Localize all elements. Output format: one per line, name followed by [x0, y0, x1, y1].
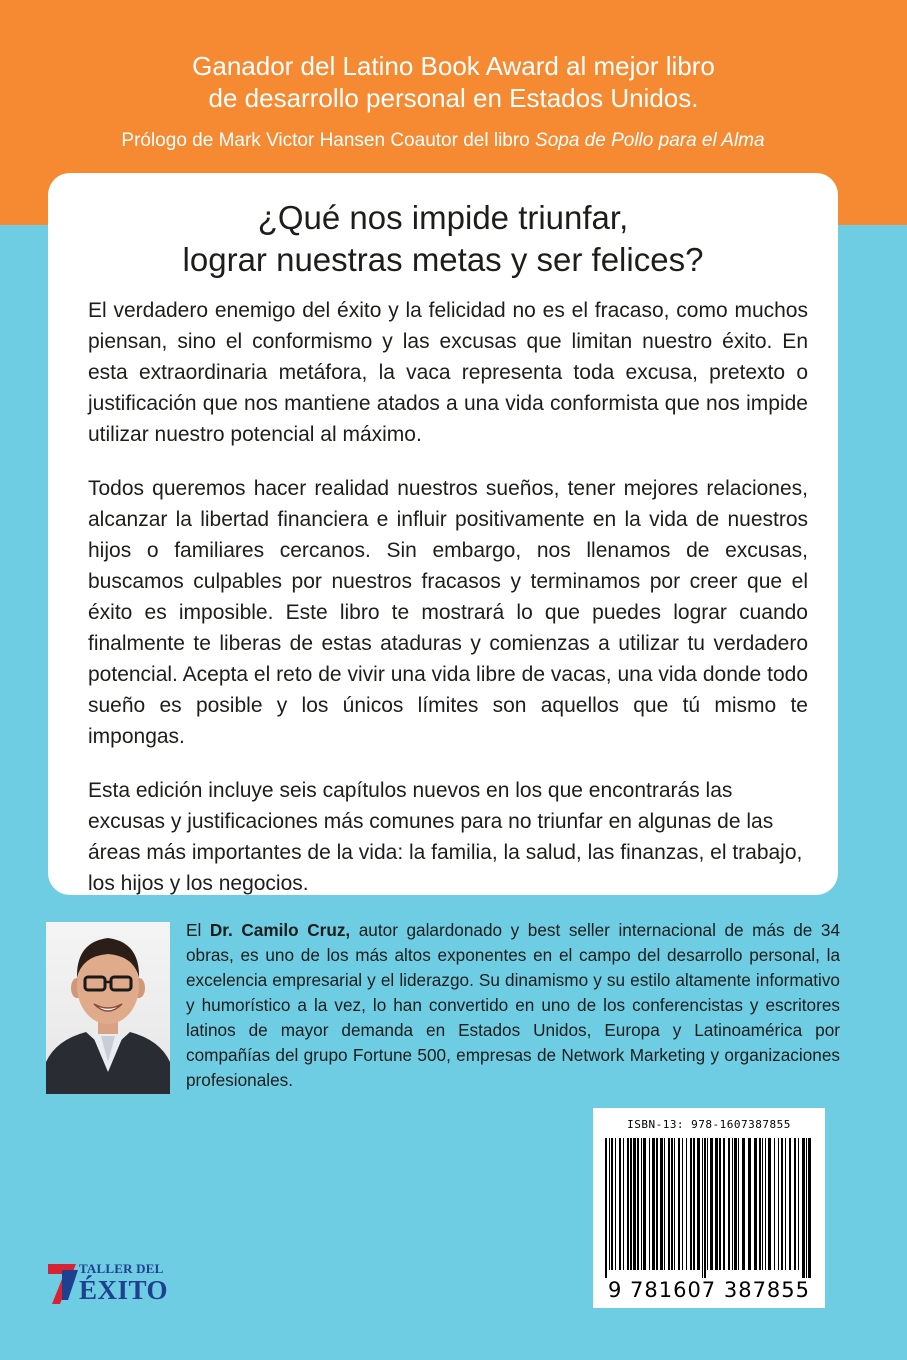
barcode-bar [774, 1138, 775, 1270]
barcode-bar [734, 1138, 737, 1270]
barcode-bar [630, 1138, 632, 1270]
prologue-prefix: Prólogo de Mark Victor Hansen Coautor del libro [121, 130, 536, 151]
barcode-bar [723, 1138, 725, 1270]
barcode-bar [693, 1138, 695, 1270]
barcode-bar [633, 1138, 636, 1270]
barcode-bar [754, 1138, 757, 1270]
author-photo [46, 922, 170, 1094]
barcode-bar [762, 1138, 763, 1270]
barcode-bar [656, 1138, 658, 1270]
bio-text: autor galardonado y best seller internacional de más de 34 obras, es uno de los más altos exponentes en el campo del desarrollo personal, la excelencia empresarial y el liderazgo. Su dinamismo y su estilo altamente informativo y humorístico a la vez, lo han convertido en uno de los conferencistas y escritores latinos de mayor demanda en Estados Unidos, Europa y Latinoamérica por compañías del grupo Fortune 500, empresas de Network Marketing y organizaciones profesionales. [186, 920, 841, 1090]
barcode-bar [686, 1138, 687, 1270]
headline-line-2: lograr nuestras metas y ser felices? [182, 241, 704, 278]
barcode-bar [682, 1138, 683, 1270]
barcode-bar [660, 1138, 663, 1270]
barcode-bar [798, 1138, 799, 1270]
barcode-bar [794, 1138, 796, 1270]
publisher-line-2: ÉXITO [79, 1275, 169, 1305]
barcode-bar [707, 1138, 708, 1270]
award-line-2: de desarrollo personal en Estados Unidos. [208, 83, 699, 113]
paragraph-3: Esta edición incluye seis capítulos nuevos en los que encontrarás las excusas y justificaciones más comunes para no triunfar en algunas de las áreas más importantes de la vida: la familia, la salud, las finanzas, el trabajo, los hijos y los negocios. [88, 779, 803, 895]
barcode-bar [668, 1138, 670, 1270]
barcode-bar [715, 1138, 718, 1270]
barcode-bar [781, 1138, 783, 1270]
barcode-bar [678, 1138, 680, 1270]
barcode-bar [702, 1138, 703, 1278]
barcode-bar [710, 1138, 713, 1270]
paragraph-2: Todos queremos hacer realidad nuestros sueños, tener mejores relaciones, alcanzar la libertad financiera e influir positivamente en la vida de nuestros hijos o familiares cercanos. Sin embargo, nos llenamos de excusas, buscamos culpables por nuestros fracasos y terminamos por creer que el éxito es imposible. Este libro te mostrará lo que puedes lograr cuando finalmente te liberas de estas ataduras y comienzas a utilizar tu verdadero potencial. Acepta el reto de vivir una vida libre de vacas, una vida donde todo sueño es posible y los únicos límites son aquellos que tú mismo te impongas. [88, 477, 808, 748]
barcode-bar [664, 1138, 665, 1270]
isbn-number: 9 781607 387855 [607, 1278, 811, 1302]
barcode-bar [674, 1138, 675, 1270]
barcode-bar [652, 1138, 655, 1270]
barcode-bar [611, 1138, 613, 1270]
isbn-label: ISBN-13: 978-1607387855 [627, 1118, 791, 1131]
barcode [593, 1108, 825, 1308]
headline-line-1: ¿Qué nos impide triunfar, [257, 199, 629, 236]
publisher-logo [46, 1258, 206, 1308]
barcode-bar [732, 1138, 733, 1270]
headline [48, 197, 838, 281]
barcode-bar [765, 1138, 766, 1270]
barcode-bar [768, 1138, 771, 1270]
barcode-bar [609, 1138, 610, 1270]
barcode-bar [748, 1138, 751, 1270]
barcode-bar [742, 1138, 745, 1270]
award-line-1: Ganador del Latino Book Award al mejor libro [192, 51, 715, 81]
description-card [48, 173, 838, 895]
author-name: Dr. Camilo Cruz, [209, 920, 351, 940]
barcode-bar [649, 1138, 650, 1270]
barcode-bar [806, 1138, 807, 1278]
barcode-bar [615, 1138, 616, 1270]
barcode-bar [785, 1138, 786, 1270]
barcode-bar [641, 1138, 642, 1270]
prologue-book-title: Sopa de Pollo para el Alma [535, 130, 765, 151]
paragraph-1: El verdadero enemigo del éxito y la felicidad no es el fracaso, como muchos piensan, sino el conformismo y las excusas que limitan nuestro éxito. En esta extraordinaria metáfora, la vaca representa toda excusa, pretexto o justificación que nos mantiene atados a una vida conformista que nos impide utilizar nuestro potencial al máximo. [88, 299, 808, 446]
barcode-bar [728, 1138, 730, 1270]
award-text [0, 50, 907, 114]
barcode-bar [671, 1138, 673, 1270]
author-portrait-icon [46, 922, 170, 1094]
publisher-line-1: TALLER DEL [79, 1261, 164, 1276]
barcode-bar [808, 1138, 811, 1278]
publisher-mark-icon [46, 1260, 80, 1306]
barcode-bar [619, 1138, 621, 1270]
barcode-bar [704, 1138, 706, 1278]
barcode-bar [759, 1138, 761, 1270]
barcode-bar [623, 1138, 624, 1270]
barcode-bar [778, 1138, 779, 1270]
publisher-name [79, 1261, 168, 1304]
barcode-bar [719, 1138, 721, 1270]
barcode-bar [738, 1138, 739, 1270]
prologue-text [0, 130, 886, 152]
barcode-bar [627, 1138, 629, 1270]
bio-prefix: El [186, 920, 210, 940]
barcode-bar [605, 1138, 607, 1278]
barcode-bar [789, 1138, 791, 1270]
barcode-bar [697, 1138, 700, 1270]
barcode-bar [690, 1138, 692, 1270]
barcode-bar [802, 1138, 805, 1278]
author-bio [186, 918, 840, 1093]
barcode-bar [637, 1138, 639, 1270]
barcode-bar [643, 1138, 646, 1270]
body-text [88, 295, 808, 922]
